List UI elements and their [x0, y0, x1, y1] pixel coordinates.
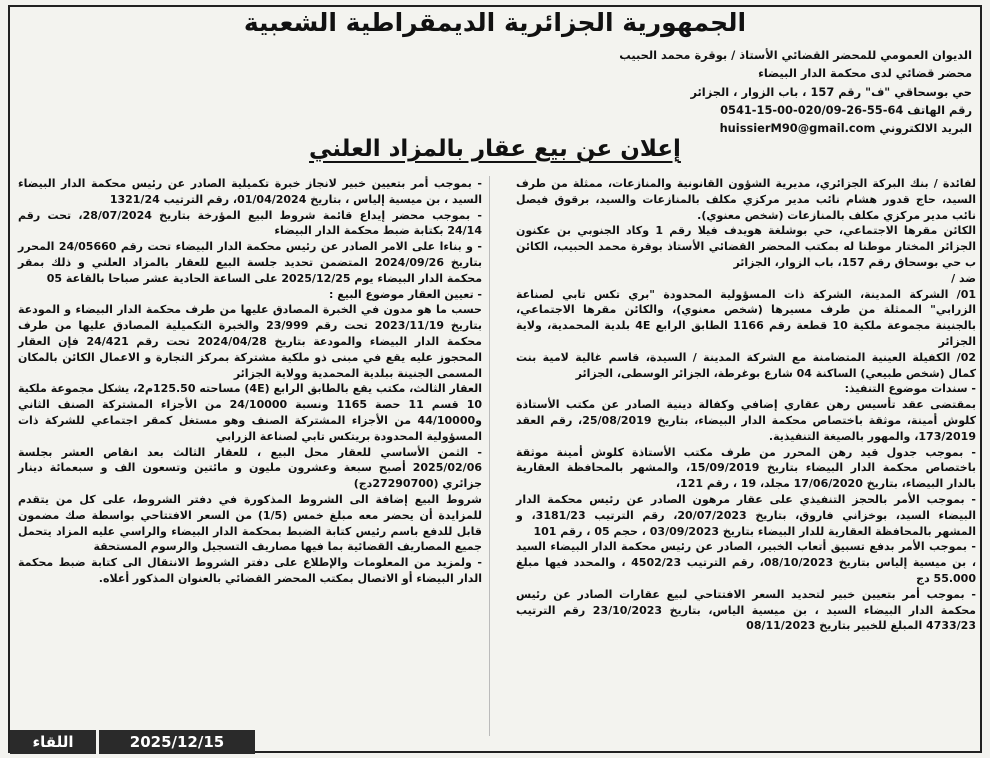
paragraph: ضد / [951, 271, 976, 285]
announcement-heading [0, 136, 990, 162]
publication-date: 2025/12/15 [96, 730, 255, 754]
paragraph: حسب ما هو مدون في الخبرة المصادق عليها من طرف محكمة الدار البيضاء و المودعة بتاريخ 2023/11/19 تحت رقم 23/999 والخبرة التكميلية المصادق عليها من طرف محكمة الدار البيضاء والمودعة بتاريخ 2024/04/28 تحت رقم 24/421 فإن العقار المحجوز عليه يقع في مبنى ذو ملكية مشتركة بمركز التجارة و الاعمال الكائن بالمكان المسمى الجنينة ببلدية المحمدية وولاية الجزائر [18, 303, 482, 380]
office-line: الديوان العمومي للمحضر القضائي الأستاذ / بوقرة محمد الحبيب [619, 48, 972, 62]
paragraph: الكائن مقرها الاجتماعي، حي بوشلغة هويدف فيلا رقم 1 وكاد الجنوبي بن عكنون الجزائر المختار موطنا له بمكتب المحضر القضائي الأستاذ بوقرة محمد الحبيب، الكائن ب حي بوسحاق رقم 157، باب الزوار، الجزائر [516, 224, 976, 269]
newspaper-footer [10, 730, 255, 754]
paragraph: - الثمن الأساسي للعقار محل البيع ، للعقار الثالث بعد انقاص العشر بجلسة 2025/02/06 أصبح سبعة وعشرون مليون و مائتين وتسعون الف و سبعمائة دينار جزائري (27290700دج) [18, 445, 482, 491]
paragraph: - سندات موضوع التنفيذ: [844, 382, 976, 396]
paragraph: - بموجب الأمر بالحجز التنفيذي على عقار مرهون الصادر عن رئيس محكمة الدار البيضاء السيد، بوخزاني فاروق، بتاريخ 20/07/2023، رقم الترتيب 3181/23، و المشهر بالمحافظة العقارية للدار البيضاء بتاريخ 03/09/2023 ، حجم 05 ، رقم 101 [516, 492, 976, 538]
bailiff-header [412, 46, 972, 137]
paragraph: العقار الثالث، مكتب يقع بالطابق الرابع (4E) مساحته 125.50م2، يشكل مجموعة ملكية 10 قسم 11 حصة 1165 ونسبة 24/10000 من الأجزاء المشتركة الصنف الثاني و44/10000 من الأجزاء المشتركة الصنف وهو مستغل كمقر اجتماعي للشركة ذات المسؤولية المحدودة بريتكس تابي لصناعة الزرابي [18, 382, 482, 443]
left-column [18, 176, 482, 587]
paragraph: بمقتضى عقد تأسيس رهن عقاري إضافي وكفالة دينية الصادر عن مكتب الأستاذة كلوش أمينة، موثقة باختصاص محكمة الدار البيضاء، بتاريخ 25/08/2019، رقم العقد 173/2019، والمهور بالصيغة التنفيذية. [516, 398, 976, 443]
address-line: حي بوسحاقي "ف" رقم 157 ، باب الزوار ، الجزائر [690, 84, 972, 99]
paragraph: - و بناءا على الامر الصادر عن رئيس محكمة الدار البيضاء تحت رقم 24/05660 المحرر بتاريخ 2024/09/26 المتضمن تحديد جلسة البيع للعقار بالمزاد العلني و ذلك بمقر محكمة الدار البيضاء يوم 2025/12/25 على الساعة الحادية عشر صباحا بالقاعة 05 [18, 240, 482, 285]
paragraph: لفائدة / بنك البركة الجزائري، مديرية الشؤون القانونية والمنازعات، ممثلة من طرف السيد، حاج قدور هشام نائب مدير مركزي مكلف بالمنازعات والسيد، برقوق فيصل نائب مدير مركزي مكلف بالمنازعات (شخص معنوي). [516, 177, 976, 222]
paragraph: - بموجب أمر بتعيين خبير لتحديد السعر الافتتاحي لبيع عقارات الصادر عن رئيس محكمة الدار البيضاء السيد ، بن ميسية الياس، بتاريخ 23/10/2023 رقم الترتيب 4733/23 المبلغ للخبير بتاريخ 08/11/2023 [516, 587, 976, 633]
paragraph: - تعيين العقار موضوع البيع : [329, 287, 482, 301]
column-divider [489, 176, 490, 736]
paragraph: 02/ الكفيلة العينية المتضامنة مع الشركة المدينة / السيدة، قاسم غالية لامية بنت كمال (شخص طبيعي) الساكنة 04 شارع بوغرطة، الجزائر الوسطى، الجزائر [516, 350, 976, 380]
paragraph: - بموجب أمر بتعيين خبير لانجاز خبرة تكميلية الصادر عن رئيس محكمة الدار البيضاء السيد ، بن ميسية إلياس ، بتاريخ 01/04/2024، رقم الترتيب 1321/24 [18, 177, 482, 206]
newspaper-brand: اللقاء [10, 730, 96, 754]
paragraph: - ولمزيد من المعلومات والإطلاع على دفتر الشروط الانتقال الى كتابة ضبط محكمة الدار البيضاء أو الاتصال بمكتب المحضر القضائي بالعنوان المذكور أعلاه. [18, 556, 482, 585]
paragraph: شروط البيع إضافة الى الشروط المذكورة في دفتر الشروط، على كل من يتقدم للمزايدة أن يحضر معه مبلغ خمس (1/5) من السعر الافتتاحي بواسطة صك مضمون قابل للدفع باسم رئيس كتابة الضبط بمحكمة الدار البيضاء والراسي عليه المزاد يتحمل جميع المصاريف القضائية بما فيها مصاريف التسجيل والرسوم المستحقة [18, 492, 483, 554]
court-line: محضر قضائي لدى محكمة الدار البيضاء [758, 66, 972, 81]
right-column [516, 176, 976, 634]
email-line: البريد الالكتروني huissierM90@gmail.com [719, 121, 972, 136]
paragraph: - بموجب الأمر بدفع تسبيق أتعاب الخبير، الصادر عن رئيس محكمة الدار البيضاء السيد ، بن ميسية إلياس بتاريخ 08/10/2023، رقم الترتيب 4502/23 ، والمحدد فيها مبلغ 55.000 دج [516, 540, 977, 585]
republic-title: الجمهورية الجزائرية الديمقراطية الشعبية [243, 8, 747, 37]
phone-line: رقم الهاتف 64-55-26-020/09-00-15-0541 [720, 102, 972, 117]
paragraph: - بموجب محضر إيداع قائمة شروط البيع المؤرخة بتاريخ 28/07/2024، تحت رقم 24/14 بكتابة ضبط محكمة الدار البيضاء [18, 208, 482, 238]
paragraph: 01/ الشركة المدينة، الشركة ذات المسؤولية المحدودة "بري تكس تابي لصناعة الزرابي" الممثلة من طرف مسيرها (شخص معنوي)، والكائن مقرها الاجتماعي، بالجنينة مجموعة ملكية 10 قطعة رقم 1166 الطابق الرابع 4E بلدية المحمدية، ولاية الجزائر [516, 287, 976, 348]
paragraph: - بموجب جدول قيد رهن المحرر من طرف مكتب الأستاذة كلوش أمينة موثقة باختصاص محكمة الدار البيضاء بتاريخ 15/09/2019، والمشهر بالمحافظة العقارية بالدار البيضاء، بتاريخ 17/06/2020 مجلد، 19 ، رقم 121، [516, 445, 976, 491]
announcement-title: إعلان عن بيع عقار بالمزاد العلني [309, 136, 681, 162]
